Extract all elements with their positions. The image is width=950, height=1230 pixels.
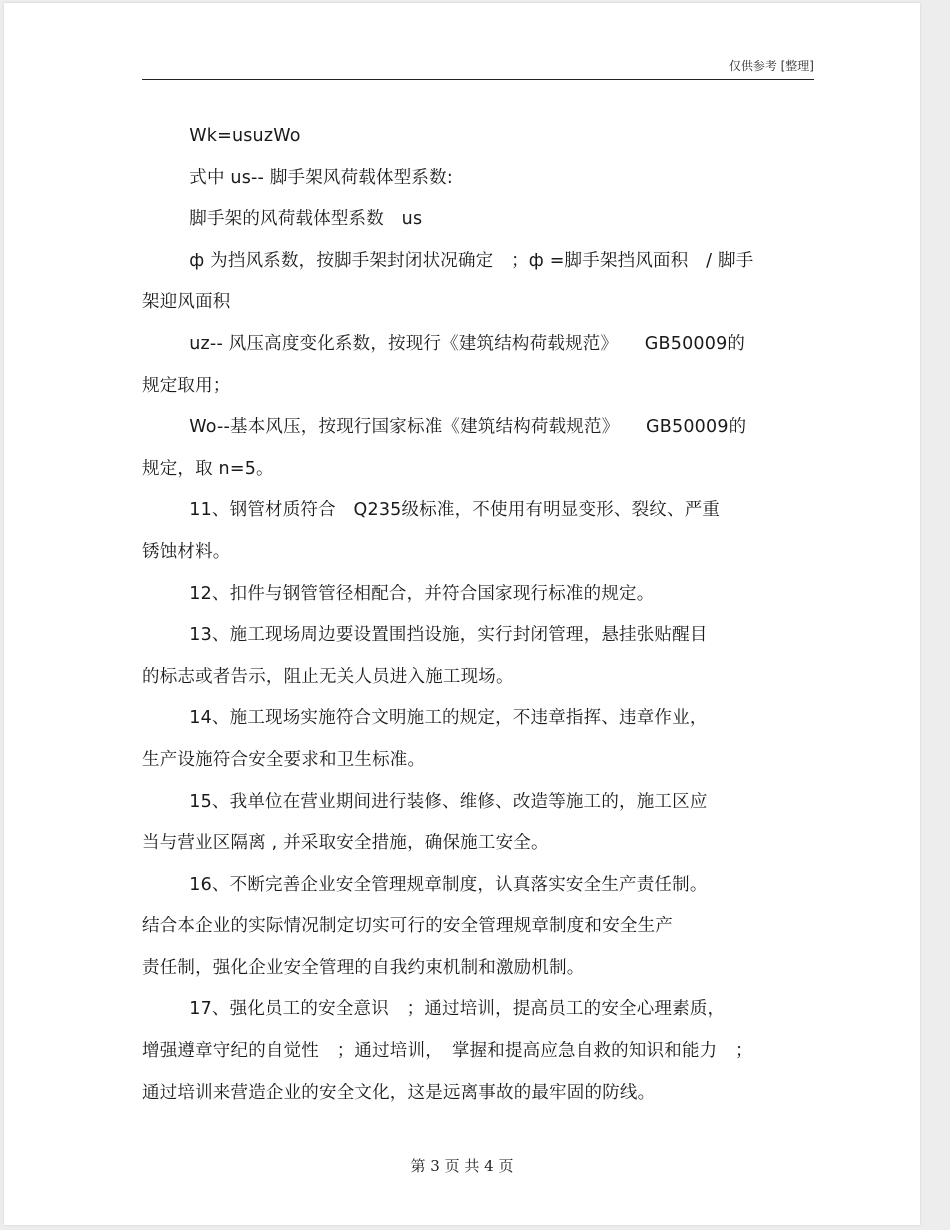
text-line: 责任制，强化企业安全管理的自我约束机制和激励机制。 — [142, 957, 585, 978]
paragraph — [142, 490, 816, 573]
text-line: 结合本企业的实际情况制定切实可行的安全管理规章制度和安全生产 — [142, 916, 673, 937]
paragraph — [142, 782, 816, 865]
text-line: 增强遵章守纪的自觉性 ；通过培训， 掌握和提高应急自救的知识和能力 ； — [142, 1041, 753, 1062]
text-line: Wk=usuzWo — [189, 126, 301, 146]
paragraph — [142, 615, 816, 698]
paragraph — [142, 865, 816, 990]
text-line: 通过培训来营造企业的安全文化，这是远离事故的最牢固的防线。 — [142, 1082, 656, 1103]
paragraph — [142, 698, 816, 781]
text-line: 脚手架的风荷载体型系数 us — [189, 209, 423, 230]
text-line: 架迎风面积 — [142, 292, 231, 313]
text-line: 14、施工现场实施符合文明施工的规定，不违章指挥、违章作业， — [189, 708, 708, 729]
text-line: 17、强化员工的安全意识 ；通过培训，提高员工的安全心理素质， — [189, 999, 726, 1020]
text-line: 的标志或者告示，阻止无关人员进入施工现场。 — [142, 666, 514, 687]
page-footer: 第 3 页 共 4 页 — [410, 1157, 514, 1175]
paragraph — [142, 574, 816, 616]
paragraph — [142, 989, 816, 1114]
text-line: 16、不断完善企业安全管理规章制度，认真落实安全生产责任制。 — [189, 874, 708, 895]
text-line: uz-- 风压高度变化系数，按现行《建筑结构荷载规范》 GB50009的 — [189, 333, 746, 354]
text-line: Wo--基本风压，按现行国家标准《建筑结构荷载规范》 GB50009的 — [189, 417, 747, 438]
text-line: 当与营业区隔离 , 并采取安全措施，确保施工安全。 — [142, 833, 549, 854]
text-line: 规定取用； — [142, 375, 231, 396]
document-page — [4, 3, 920, 1225]
paragraph — [142, 158, 816, 200]
paragraph — [142, 116, 816, 158]
text-line: 式中 us-- 脚手架风荷载体型系数: — [189, 167, 453, 188]
text-line: 15、我单位在营业期间进行装修、维修、改造等施工的，施工区应 — [189, 791, 708, 812]
text-line: 13、施工现场周边要设置围挡设施，实行封闭管理，悬挂张贴醒目 — [189, 625, 708, 646]
document-body — [142, 116, 816, 1114]
text-line: 生产设施符合安全要求和卫生标准。 — [142, 749, 426, 770]
text-line: 12、扣件与钢管管径相配合，并符合国家现行标准的规定。 — [189, 583, 655, 604]
text-line: 11、钢管材质符合 Q235级标准，不使用有明显变形、裂纹、严重 — [189, 500, 721, 521]
text-line: 规定，取 n=5。 — [142, 458, 274, 479]
text-line: 锈蚀材料。 — [142, 541, 231, 562]
paragraph — [142, 407, 816, 490]
paragraph — [142, 241, 816, 324]
page-header: 仅供参考 [整理] — [728, 59, 814, 73]
paragraph — [142, 324, 816, 407]
text-line: ф 为挡风系数，按脚手架封闭状况确定 ；ф =脚手架挡风面积 / 脚手 — [189, 250, 754, 271]
header-divider — [142, 79, 814, 80]
paragraph — [142, 199, 816, 241]
